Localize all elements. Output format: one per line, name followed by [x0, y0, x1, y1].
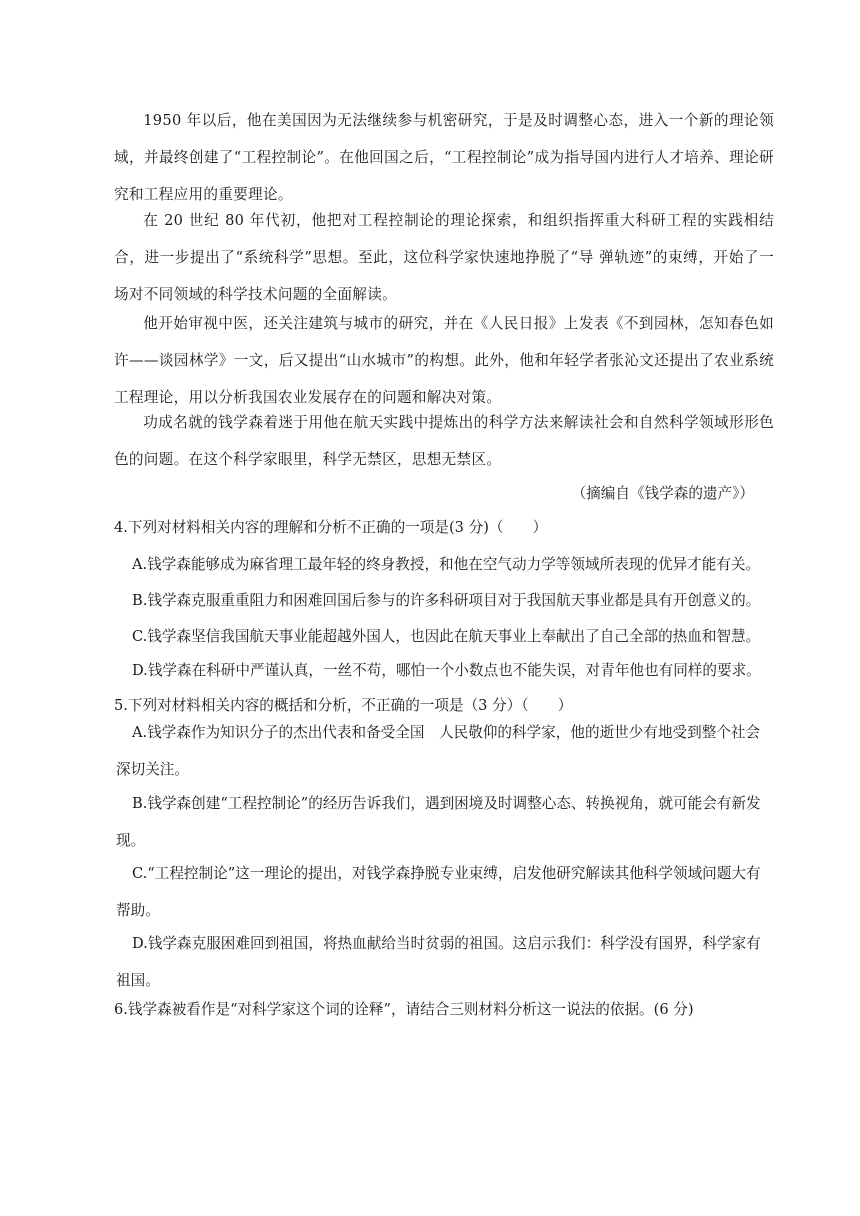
- passage-paragraph-3: 他开始审视中医，还关注建筑与城市的研究，并在《人民日报》上发表《不到园林，怎知春色如许——谈园林学》一文，后又提出“山水城市”的构想。此外，他和年轻学者张沁文还提出了农业系统工程理论，用以分析我国农业发展存在的问题和解决对策。: [114, 315, 774, 406]
- question-4-option-c: C.钱学森坚信我国航天事业能超越外国人，也因此在航天事业上奉献出了自己全部的热血和智慧。: [132, 628, 761, 645]
- passage-paragraph-4: 功成名就的钱学森着迷于用他在航天实践中提炼出的科学方法来解读社会和自然科学领域形形色 色的问题。在这个科学家眼里，科学无禁区，思想无禁区。: [114, 414, 774, 468]
- passage-source: （摘编自《钱学森的遗产》）: [571, 485, 754, 502]
- question-4-stem: 4.下列对材料相关内容的理解和分析不正确的一项是(3 分)（ ）: [114, 519, 548, 536]
- question-4-option-d: D.钱学森在科研中严谨认真，一丝不苟，哪怕一个小数点也不能失误，对青年他也有同样的要求。: [132, 662, 761, 679]
- question-5-option-b: B.钱学森创建“工程控制论”的经历告诉我们，遇到困境及时调整心态、转换视角，就可能会有新发现。: [116, 795, 761, 849]
- passage-paragraph-2: 在 20 世纪 80 年代初，他把对工程控制论的理论探索，和组织指挥重大科研工程的实践相结合，进一步提出了“系统科学”思想。至此，这位科学家快速地挣脱了“导 弹轨迹”的束缚，开始了一场对不同领域的科学技术问题的全面解读。: [114, 212, 774, 303]
- passage-paragraph-1: 1950 年以后，他在美国因为无法继续参与机密研究，于是及时调整心态，进入一个新的理论领域，并最终创建了“工程控制论”。在他回国之后，“工程控制论”成为指导国内进行人才培养、理论研究和工程应用的重要理论。: [114, 112, 774, 203]
- question-5-option-c: C.“工程控制论”这一理论的提出，对钱学森挣脱专业束缚，启发他研究解读其他科学领域问题大有帮助。: [116, 865, 761, 919]
- question-5-option-d: D.钱学森克服困难回到祖国，将热血献给当时贫弱的祖国。这启示我们：科学没有国界，科学家有祖国。: [116, 935, 761, 989]
- question-4-option-b: B.钱学森克服重重阻力和困难回国后参与的许多科研项目对于我国航天事业都是具有开创意义的。: [132, 592, 761, 609]
- question-5-stem: 5.下列对材料相关内容的概括和分析，不正确的一项是（3 分）（ ）: [114, 697, 573, 714]
- question-4-option-a: A.钱学森能够成为麻省理工最年轻的终身教授，和他在空气动力学等领域所表现的优异才能有关。: [132, 556, 761, 573]
- question-6-stem: 6.钱学森被看作是“对科学家这个词的诠释”，请结合三则材料分析这一说法的依据。(6 分): [114, 1001, 694, 1018]
- question-5-option-a: A.钱学森作为知识分子的杰出代表和备受全国 人民敬仰的科学家，他的逝世少有地受到整个社会深切关注。: [116, 724, 761, 778]
